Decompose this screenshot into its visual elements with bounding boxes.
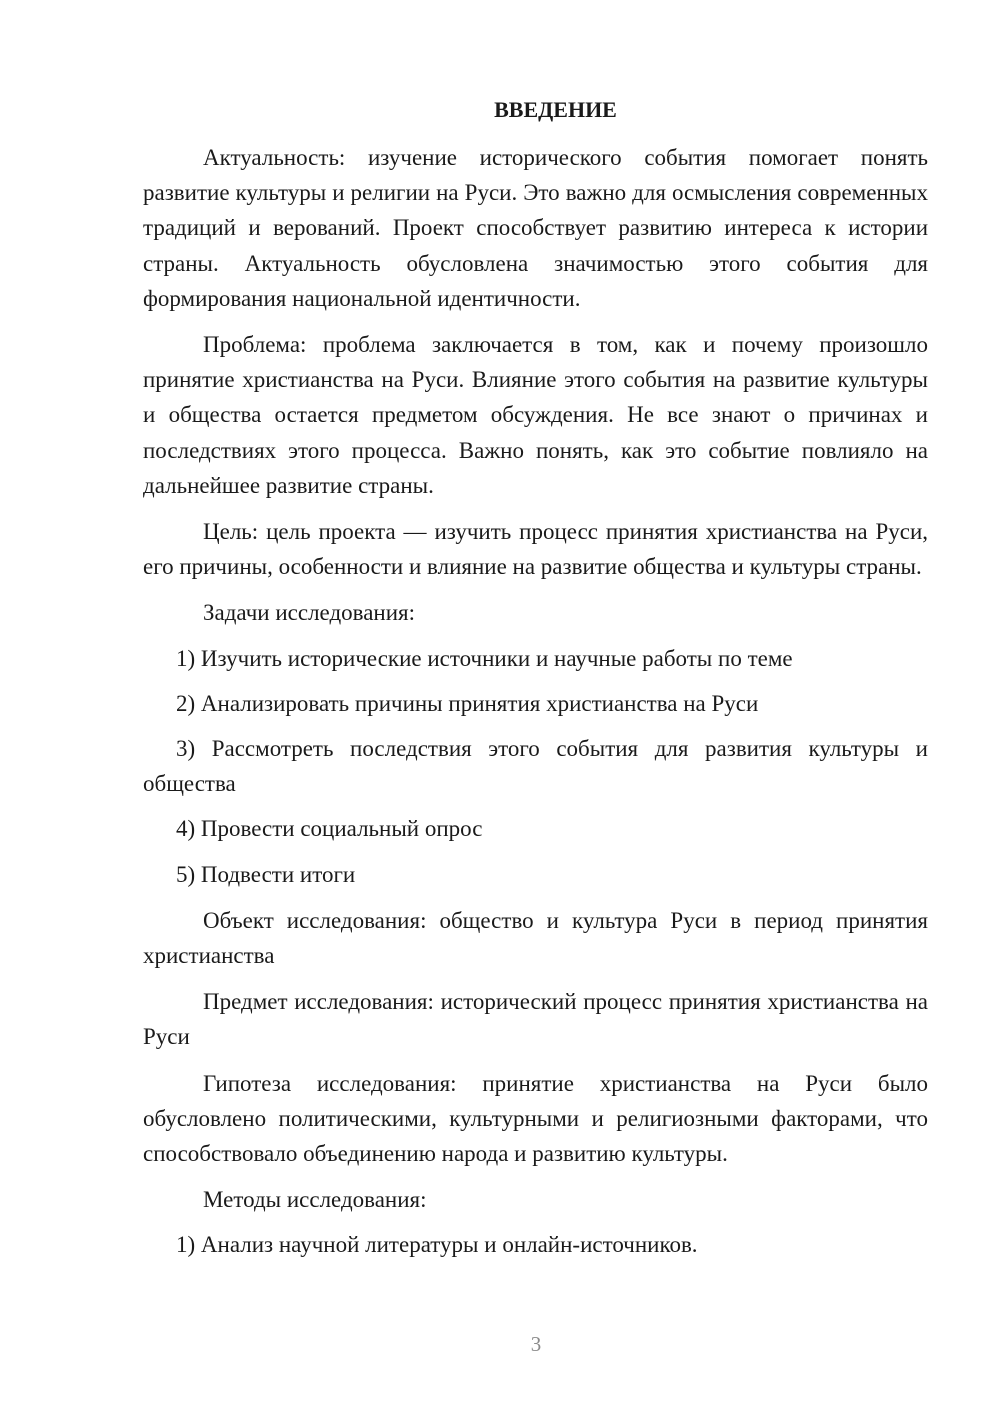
method-item-1: 1) Анализ научной литературы и онлайн-источников.: [176, 1232, 698, 1258]
object-paragraph: Объект исследования: общество и культура Руси в период принятия христианства: [143, 907, 928, 969]
task-item-5: 5) Подвести итоги: [176, 861, 356, 887]
section-heading: ВВЕДЕНИЕ: [494, 97, 617, 122]
hypothesis-paragraph: Гипотеза исследования: принятие христианства на Руси было обусловлено политическими, культурными и религиозными факторами, что способствовало объединению народа и развитию культуры.: [143, 1070, 928, 1167]
methods-title: Методы исследования:: [203, 1187, 427, 1213]
task-item-2: 2) Анализировать причины принятия христианства на Руси: [176, 690, 759, 716]
task-item-1: 1) Изучить исторические источники и научные работы по теме: [176, 645, 793, 671]
subject-paragraph: Предмет исследования: исторический процесс принятия христианства на Руси: [143, 989, 928, 1050]
page-number: 3: [530, 1332, 542, 1356]
tasks-title: Задачи исследования:: [203, 600, 416, 626]
task-item-4: 4) Провести социальный опрос: [176, 816, 483, 842]
task-item-3: 3) Рассмотреть последствия этого события для развития культуры и общества: [143, 736, 928, 797]
relevance-paragraph: Актуальность: изучение исторического события помогает понять развитие культуры и религии на Руси. Это важно для осмысления современных традиций и верований. Проект способствует развитию интереса к истории страны. Актуальность обусловлена значимостью этого события для формирования национальной идентичности.: [143, 145, 928, 311]
problem-paragraph: Проблема: проблема заключается в том, как и почему произошло принятие христианства на Руси. Влияние этого события на развитие культуры и общества остается предметом обсуждения. Не все знают о причинах и последствиях этого процесса. Важно понять, как это событие повлияло на дальнейшее развитие страны.: [143, 332, 928, 498]
body-text: [143, 94, 928, 1263]
goal-paragraph: Цель: цель проекта — изучить процесс принятия христианства на Руси, его причины, особенности и влияние на развитие общества и культуры страны.: [143, 519, 928, 580]
